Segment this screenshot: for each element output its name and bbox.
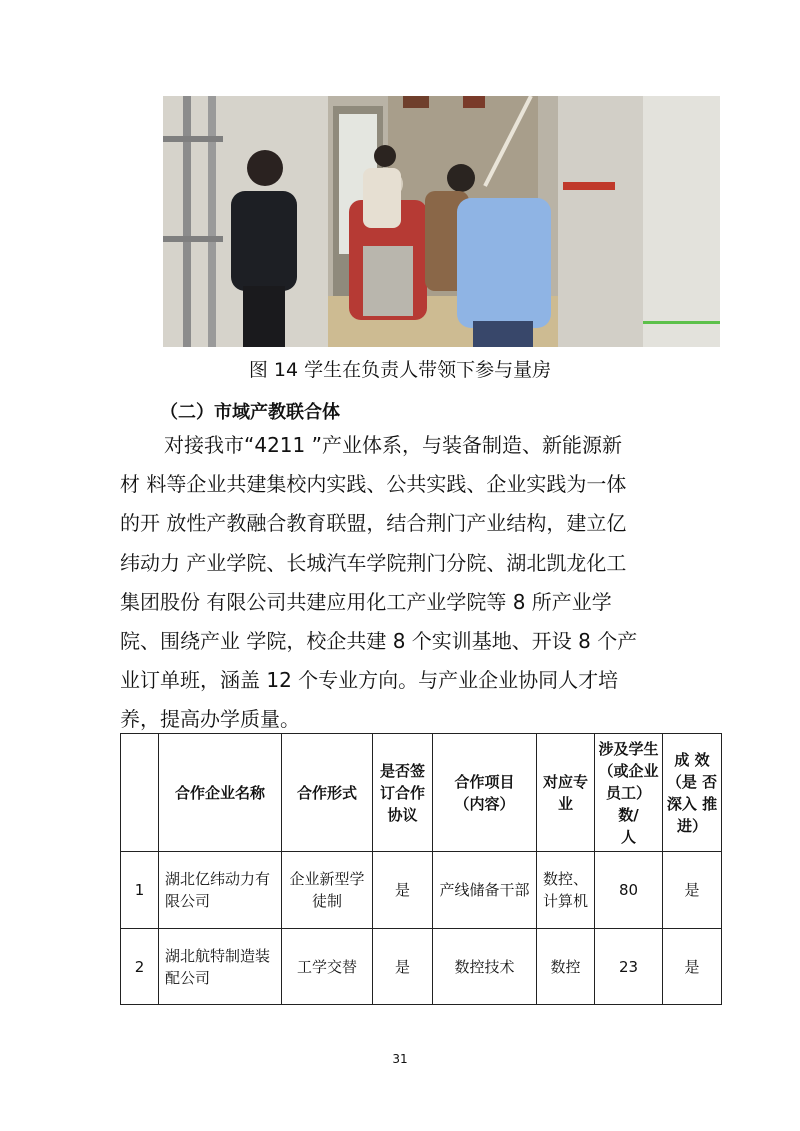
cell-students: 80 xyxy=(595,852,663,929)
header-agreement: 是否签 订合作 协议 xyxy=(373,734,433,852)
cell-project: 数控技术 xyxy=(433,929,537,1005)
header-project: 合作项目 （内容） xyxy=(433,734,537,852)
section-heading: （二）市域产教联合体 xyxy=(160,402,340,423)
cell-index: 2 xyxy=(121,929,159,1005)
cell-major: 数控、 计算机 xyxy=(537,852,595,929)
cell-index: 1 xyxy=(121,852,159,929)
cell-company: 湖北航特制造装 配公司 xyxy=(159,929,282,1005)
paragraph-line: 对接我市“4211 ”产业体系，与装备制造、新能源新 xyxy=(164,433,622,457)
table-header-row xyxy=(121,734,722,852)
cell-form: 企业新型学 徒制 xyxy=(282,852,373,929)
table-row xyxy=(121,929,722,1005)
paragraph-line: 集团股份 有限公司共建应用化工产业学院等 8 所产业学 xyxy=(120,589,612,614)
cooperation-table xyxy=(120,733,722,1005)
header-effect: 成 效 （是 否 深入 推 进） xyxy=(663,734,722,852)
cell-effect: 是 xyxy=(663,929,722,1005)
cell-agreement: 是 xyxy=(373,929,433,1005)
paragraph-line: 纬动力 产业学院、长城汽车学院荆门分院、湖北凯龙化工 xyxy=(120,550,627,575)
header-form: 合作形式 xyxy=(282,734,373,852)
header-students: 涉及学生 （或企业 员工）数/ 人 xyxy=(595,734,663,852)
paragraph-line: 院、围绕产业 学院，校企共建 8 个实训基地、开设 8 个产 xyxy=(120,629,638,654)
paragraph-line: 业订单班，涵盖 12 个专业方向。与产业企业协同人才培 xyxy=(120,668,619,693)
cell-company: 湖北亿纬动力有 限公司 xyxy=(159,852,282,929)
cell-agreement: 是 xyxy=(373,852,433,929)
site-photo xyxy=(163,96,720,347)
table-row xyxy=(121,852,722,929)
cell-effect: 是 xyxy=(663,852,722,929)
cell-students: 23 xyxy=(595,929,663,1005)
paragraph-line: 材 料等企业共建集校内实践、公共实践、企业实践为一体 xyxy=(120,472,627,497)
figure-caption: 图 14 学生在负责人带领下参与量房 xyxy=(248,359,552,381)
cell-form: 工学交替 xyxy=(282,929,373,1005)
header-company: 合作企业名称 xyxy=(159,734,282,852)
paragraph-line: 养，提高办学质量。 xyxy=(120,707,300,732)
cell-project: 产线储备干部 xyxy=(433,852,537,929)
page-number: 31 xyxy=(392,1052,408,1066)
body-paragraph xyxy=(120,426,705,740)
cell-major: 数控 xyxy=(537,929,595,1005)
header-index xyxy=(121,734,159,852)
header-major: 对应专 业 xyxy=(537,734,595,852)
paragraph-line: 的开 放性产教融合教育联盟，结合荆门产业结构，建立亿 xyxy=(120,511,627,536)
